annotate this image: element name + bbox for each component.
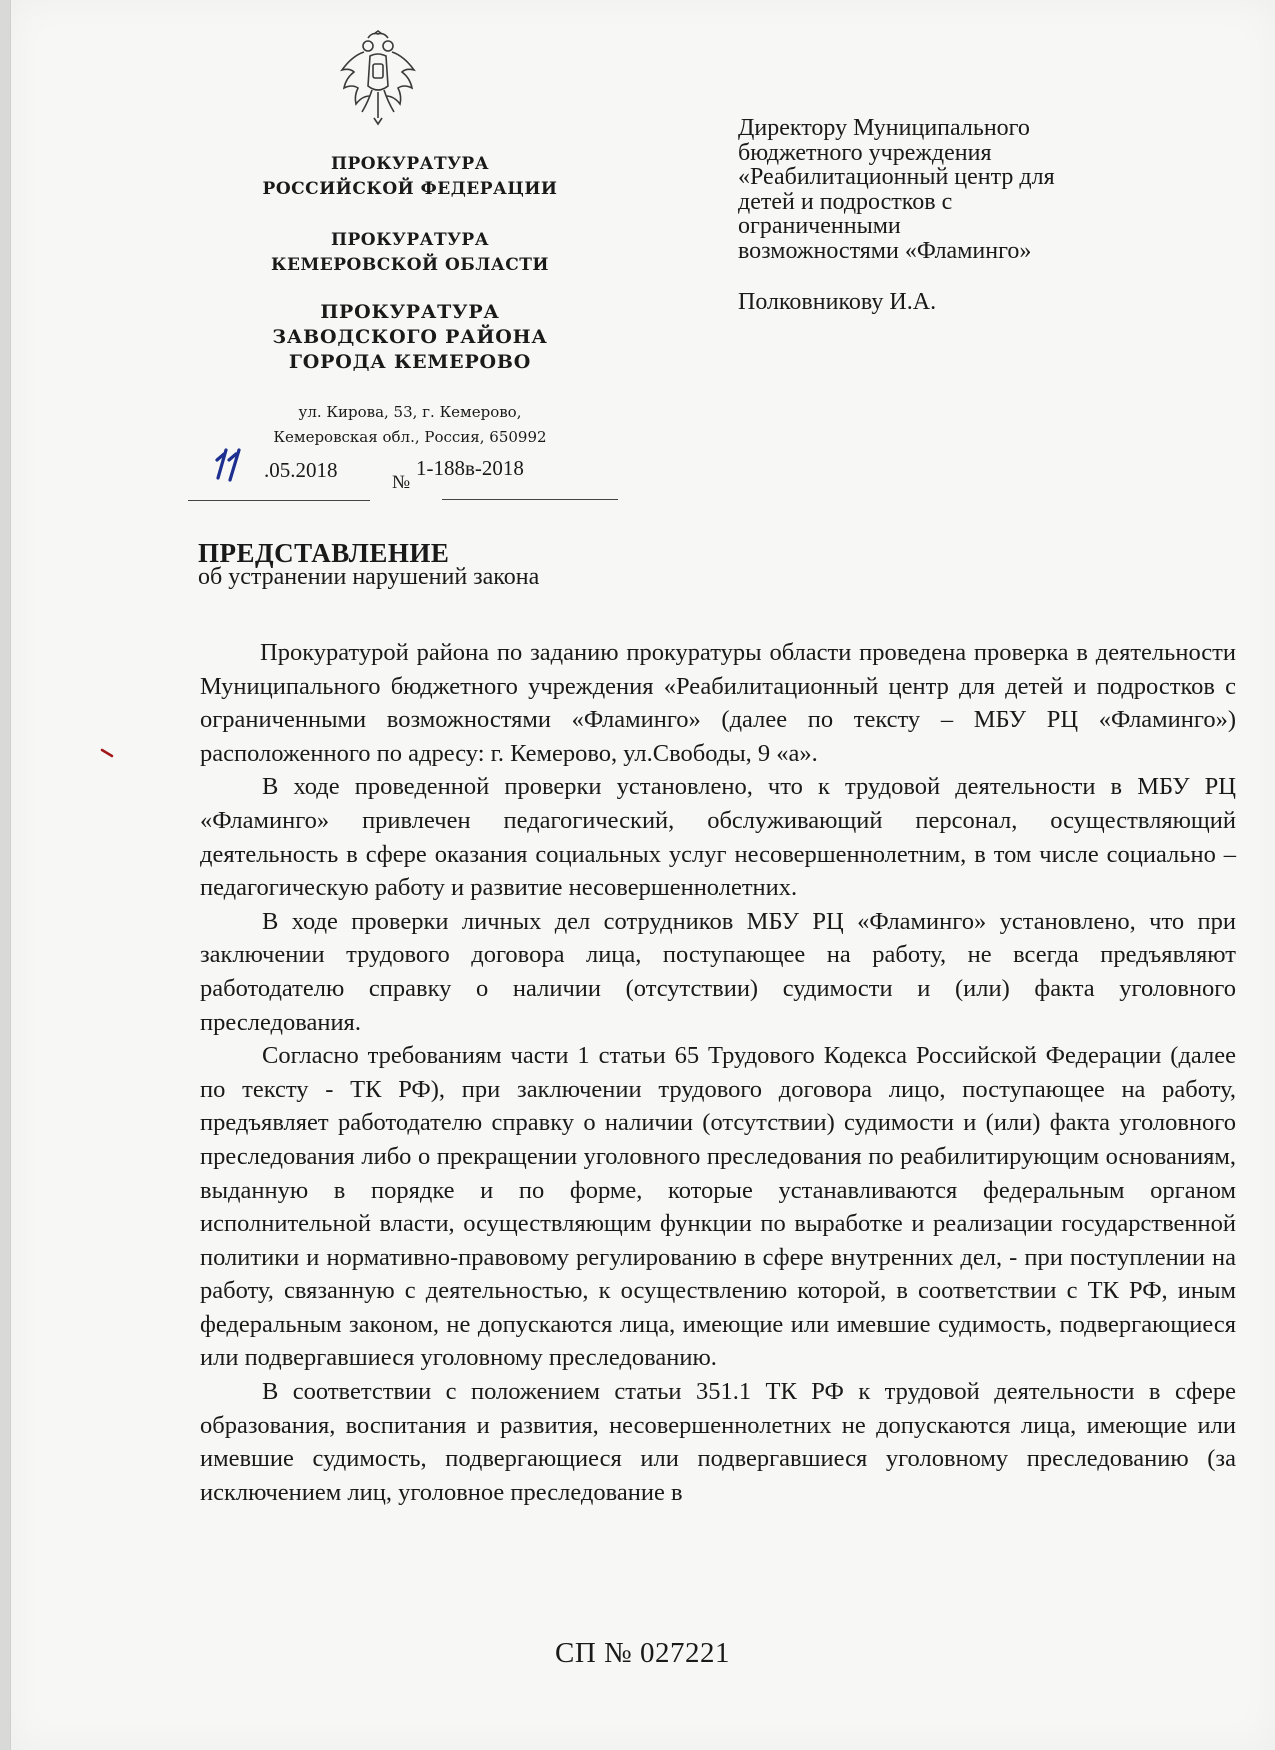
org-header-line: РОССИЙСКОЙ ФЕДЕРАЦИИ (262, 179, 558, 199)
body-paragraph: Прокуратурой района по заданию прокуратуры области проведена проверка в деятельности Муниципального бюджетного учреждения «Реабилитационный центр для детей и подростков с ограниченными возможностями «Фламинго» (далее по тексту – МБУ РЦ «Фламинго») расположенного по адресу: г. Кемерово, ул.Свободы, 9 «а». (200, 639, 1236, 767)
org-header-line: ГОРОДА КЕМЕРОВО (288, 351, 532, 373)
state-emblem-icon (338, 30, 418, 126)
body-paragraph: Согласно требованиям части 1 статьи 65 Трудового Кодекса Российской Федерации (далее по тексту - ТК РФ), при заключении трудового договора лицо, поступающее на работу, предъявляет работодателю справку о наличии (отсутствии) судимости и (или) факта уголовного преследования либо о прекращении уголовного преследования по реабилитирующим основаниям, выданную в порядке и по форме, которые устанавливаются федеральным органом исполнительной власти, осуществляющим функции по выработке и реализации государственной политики и нормативно-правовому регулированию в сфере внутренних дел, - при поступлении на работу, связанную с деятельностью, к осуществлению которой, в соответствии с ТК РФ, иным федеральным законом, не допускаются лица, имеющие или имевшие судимость, подвергающиеся или подвергавшиеся уголовному преследованию. (200, 1042, 1236, 1372)
form-serial-number: СП № 027221 (555, 1637, 730, 1669)
recipient-line: Директору Муниципального (738, 115, 1030, 141)
registration-date (188, 438, 370, 501)
address-line: ул. Кирова, 53, г. Кемерово, (298, 403, 522, 421)
number-value: 1-188в-2018 (416, 456, 524, 480)
org-header-district (240, 300, 580, 375)
address-line: Кемеровская обл., Россия, 650992 (273, 428, 547, 446)
registration-number (392, 438, 618, 500)
number-sign: № (392, 472, 411, 493)
org-header-line: ПРОКУРАТУРА (330, 230, 490, 250)
stray-ink-mark (100, 748, 114, 758)
recipient-line: детей и подростков с (738, 188, 953, 215)
body-paragraph: В ходе проверки личных дел сотрудников МБУ РЦ «Фламинго» установлено, что при заключении трудового договора лица, поступающее на работу, не всегда предъявляют работодателю справку о наличии (отсутствии) судимости и (или) факта уголовного преследования. (200, 907, 1236, 1036)
org-header-rf (240, 152, 580, 202)
org-header-region (240, 228, 580, 278)
document-body (200, 636, 1236, 1509)
number-underline (442, 499, 618, 500)
document-title: ПРЕДСТАВЛЕНИЕ (198, 538, 450, 568)
org-header-line: ПРОКУРАТУРА (320, 301, 500, 323)
page-edge (10, 0, 11, 1750)
recipient-line: ограниченными (738, 213, 901, 239)
recipient-line: «Реабилитационный центр для (738, 164, 1055, 190)
document-subtitle: об устранении нарушений закона (198, 564, 540, 590)
document-page (10, 0, 1275, 1750)
body-paragraph: В ходе проведенной проверки установлено, что к трудовой деятельности в МБУ РЦ «Фламинго» привлечен педагогический, обслуживающий персонал, осуществляющий деятельность в сфере оказания социальных услуг несовершеннолетним, в том числе социально – педагогическую работу и развитие несовершеннолетних. (200, 773, 1236, 902)
recipient-name: Полковникову И.А. (738, 289, 937, 315)
org-header-line: ЗАВОДСКОГО РАЙОНА (272, 326, 548, 348)
handwritten-day-mark (214, 444, 244, 486)
date-printed: .05.2018 (264, 458, 338, 482)
recipient-line: бюджетного учреждения (738, 139, 992, 166)
recipient-line: возможностями «Фламинго» (738, 237, 1032, 264)
org-header-line: КЕМЕРОВСКОЙ ОБЛАСТИ (271, 255, 549, 275)
body-paragraph: В соответствии с положением статьи 351.1 ТК РФ к трудовой деятельности в сфере образования, воспитания и развития, несовершеннолетних не допускаются лица, имеющие или имевшие судимость, подвергающиеся или подвергавшиеся уголовному преследованию (за исключением лиц, уголовное преследование в (200, 1378, 1236, 1506)
recipient-block (738, 116, 1178, 263)
org-header-line: ПРОКУРАТУРА (330, 154, 490, 174)
